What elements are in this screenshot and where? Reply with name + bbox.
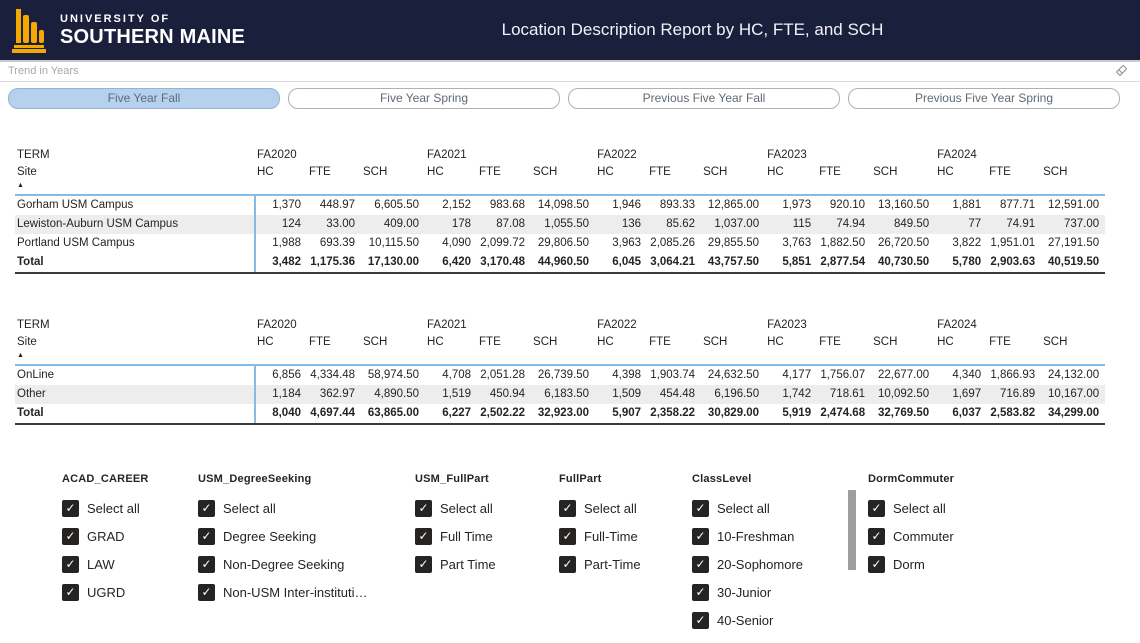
site-header-label: Site (17, 336, 37, 348)
year-header-fa2023[interactable]: FA2023 (767, 149, 807, 161)
cell-value: 3,822 (952, 237, 982, 249)
cell-value: 3,963 (612, 237, 642, 249)
cell-value: 5,919 (765, 404, 817, 424)
measure-header-fa2020-sch[interactable]: SCH (361, 334, 425, 365)
cell-value: 4,090 (442, 237, 472, 249)
cell-value: 77 (935, 215, 987, 234)
page-title: Location Description Report by HC, FTE, and SCH (501, 20, 884, 39)
filter-option-select-all[interactable] (198, 494, 367, 522)
cell-value: 1,509 (595, 385, 647, 404)
cell-value: 6,605.50 (374, 199, 420, 211)
cell-value: 1,903.74 (650, 369, 696, 381)
cell-value: 716.89 (987, 385, 1041, 404)
measure-header-fa2021-hc[interactable]: HC (425, 164, 477, 195)
measure-header-fa2023-sch[interactable]: SCH (871, 164, 935, 195)
table-row-other[interactable] (15, 385, 1105, 404)
cell-value: 22,677.00 (877, 369, 930, 381)
filter-option-label: 30-Junior (717, 584, 772, 600)
classlevel-scrollbar[interactable] (848, 490, 856, 570)
cell-value: 58,974.50 (367, 369, 420, 381)
filter-title: FullPart (559, 473, 602, 485)
filter-option-label: Dorm (893, 556, 925, 572)
cell-value: 3,482 (255, 253, 307, 273)
cell-value: 1,973 (782, 199, 812, 211)
measure-header-fa2020-fte[interactable]: FTE (307, 164, 361, 195)
measure-header-fa2020-hc[interactable]: HC (255, 334, 307, 365)
year-header-fa2020[interactable]: FA2020 (257, 319, 297, 331)
logo-line1: UNIVERSITY OF (60, 13, 171, 25)
cell-value: 1,756.07 (820, 369, 866, 381)
checkbox-checked-icon[interactable]: ✓ (692, 556, 709, 573)
checkbox-checked-icon[interactable]: ✓ (692, 612, 709, 629)
cell-value: 26,739.50 (537, 369, 590, 381)
cell-value: 30,829.00 (701, 404, 765, 424)
cell-value: 2,085.26 (650, 237, 696, 249)
filter-option-part-time[interactable] (559, 550, 641, 578)
cell-value: 6,420 (425, 253, 477, 273)
cell-value: 877.71 (999, 199, 1036, 211)
cell-value: 2,099.72 (480, 237, 526, 249)
checkbox-checked-icon[interactable]: ✓ (62, 556, 79, 573)
cell-value: 124 (255, 215, 307, 234)
cell-value: 6,227 (425, 404, 477, 424)
filter-option-label: Select all (440, 500, 493, 516)
cell-value: 2,502.22 (477, 404, 531, 424)
cell-value: 1,946 (612, 199, 642, 211)
cell-value: 40,519.50 (1041, 253, 1105, 273)
cell-value: 44,960.50 (531, 253, 595, 273)
measure-header-fa2021-sch[interactable]: SCH (531, 334, 595, 365)
cell-value: 5,907 (595, 404, 647, 424)
cell-value: 136 (595, 215, 647, 234)
filter-option-select-all[interactable] (415, 494, 496, 522)
logo-line2: SOUTHERN MAINE (60, 26, 246, 48)
cell-value: 849.50 (871, 215, 935, 234)
cell-value: 178 (425, 215, 477, 234)
cell-value: 1,881 (952, 199, 982, 211)
filter-group-usm-fullpart (415, 473, 496, 578)
filter-title: USM_DegreeSeeking (198, 473, 312, 485)
measure-header-fa2024-fte[interactable]: FTE (987, 164, 1041, 195)
measure-header-fa2023-hc[interactable]: HC (765, 164, 817, 195)
checkbox-checked-icon[interactable]: ✓ (868, 556, 885, 573)
cell-value: 14,098.50 (537, 199, 590, 211)
measure-header-fa2024-sch[interactable]: SCH (1041, 334, 1105, 365)
cell-value: 13,160.50 (877, 199, 930, 211)
measure-header-fa2021-fte[interactable]: FTE (477, 334, 531, 365)
checkbox-checked-icon[interactable]: ✓ (198, 584, 215, 601)
cell-value: 4,340 (952, 369, 982, 381)
filter-option-20-sophomore[interactable] (692, 550, 803, 578)
cell-value: 1,370 (272, 199, 301, 211)
filter-option-select-all[interactable] (692, 494, 803, 522)
cell-value: 17,130.00 (361, 253, 425, 273)
cell-value: 448.97 (319, 199, 355, 211)
measure-header-fa2021-hc[interactable]: HC (425, 334, 477, 365)
cell-value: 115 (765, 215, 817, 234)
cell-value: 6,856 (272, 369, 301, 381)
filter-option-select-all[interactable] (62, 494, 149, 522)
filter-title: USM_FullPart (415, 473, 489, 485)
cell-value: 12,865.00 (707, 199, 760, 211)
trend-slicer-header (0, 62, 1140, 82)
tab-previous-five-year-spring[interactable]: Previous Five Year Spring (848, 88, 1120, 109)
cell-value: 3,763 (782, 237, 812, 249)
cell-value: 27,191.50 (1047, 237, 1100, 249)
filter-option-label: GRAD (87, 528, 125, 544)
cell-value: 1,184 (255, 385, 307, 404)
filter-option-label: Select all (223, 500, 276, 516)
cell-value: 4,398 (612, 369, 642, 381)
cell-value: 1,055.50 (531, 215, 595, 234)
filter-option-full-time[interactable] (559, 522, 641, 550)
filter-option-label: Non-USM Inter-instituti… (223, 584, 368, 600)
cell-value: 87.08 (477, 215, 531, 234)
cell-value: 893.33 (659, 199, 696, 211)
year-header-fa2023[interactable]: FA2023 (767, 319, 807, 331)
cell-value: 693.39 (319, 237, 355, 249)
filter-option-label: Non-Degree Seeking (223, 556, 345, 572)
filter-option-label: Select all (87, 500, 140, 516)
filter-group-fullpart (559, 473, 641, 578)
filter-option-label: UGRD (87, 584, 126, 600)
trend-slicer-label: Trend in Years (8, 65, 79, 77)
filter-group-dormcommuter (868, 473, 954, 578)
site-column-header[interactable] (15, 164, 255, 195)
year-header-fa2022[interactable]: FA2022 (597, 149, 637, 161)
filter-option-select-all[interactable] (868, 494, 954, 522)
row-label: OnLine (15, 365, 255, 385)
usm-logo (0, 7, 265, 53)
cell-value: 2,877.54 (817, 253, 871, 273)
checkbox-checked-icon[interactable]: ✓ (692, 584, 709, 601)
filter-group-classlevel (692, 473, 803, 634)
measure-header-fa2024-fte[interactable]: FTE (987, 334, 1041, 365)
checkbox-checked-icon[interactable]: ✓ (559, 556, 576, 573)
filter-option-label: Degree Seeking (223, 528, 317, 544)
filter-option-10-freshman[interactable] (692, 522, 803, 550)
filter-title: ClassLevel (692, 473, 752, 485)
filter-panel (0, 473, 1140, 643)
year-header-fa2021[interactable]: FA2021 (427, 319, 467, 331)
checkbox-checked-icon[interactable]: ✓ (559, 500, 576, 517)
measure-header-fa2021-fte[interactable]: FTE (477, 164, 531, 195)
trend-tabs (0, 82, 1140, 109)
cell-value: 1,175.36 (307, 253, 361, 273)
measure-header-fa2024-sch[interactable]: SCH (1041, 164, 1105, 195)
checkbox-checked-icon[interactable]: ✓ (198, 528, 215, 545)
cell-value: 2,583.82 (987, 404, 1041, 424)
usm-lighthouse-icon (10, 7, 50, 53)
checkbox-checked-icon[interactable]: ✓ (868, 500, 885, 517)
filter-option-label: Select all (717, 500, 770, 516)
cell-value: 409.00 (361, 215, 425, 234)
cell-value: 6,196.50 (701, 385, 765, 404)
filter-group-usm-degreeseeking (198, 473, 367, 606)
cell-value: 4,697.44 (307, 404, 361, 424)
row-label: Gorham USM Campus (15, 195, 255, 215)
year-header-fa2024[interactable]: FA2024 (937, 319, 977, 331)
year-header-fa2020[interactable]: FA2020 (257, 149, 297, 161)
filter-title: ACAD_CAREER (62, 473, 149, 485)
site-column-header[interactable] (15, 334, 255, 365)
measure-header-fa2023-sch[interactable]: SCH (871, 334, 935, 365)
row-label: Other (15, 385, 255, 404)
measure-header-fa2021-sch[interactable]: SCH (531, 164, 595, 195)
cell-value: 24,132.00 (1047, 369, 1100, 381)
cell-value: 1,882.50 (820, 237, 866, 249)
cell-value: 4,708 (442, 369, 472, 381)
checkbox-checked-icon[interactable]: ✓ (692, 528, 709, 545)
cell-value: 1,519 (425, 385, 477, 404)
checkbox-checked-icon[interactable]: ✓ (415, 556, 432, 573)
filter-option-non-degree-seeking[interactable] (198, 550, 367, 578)
cell-value: 1,988 (272, 237, 301, 249)
clear-selections-eraser-icon[interactable] (1115, 64, 1128, 82)
filter-option-label: Commuter (893, 528, 954, 544)
cell-value: 29,855.50 (707, 237, 760, 249)
cell-value: 3,064.21 (647, 253, 701, 273)
checkbox-checked-icon[interactable]: ✓ (415, 500, 432, 517)
cell-value: 74.91 (987, 215, 1041, 234)
measure-header-fa2020-sch[interactable]: SCH (361, 164, 425, 195)
cell-value: 737.00 (1041, 215, 1105, 234)
cell-value: 10,115.50 (368, 237, 420, 249)
row-label: Portland USM Campus (15, 234, 255, 253)
term-corner-header: TERM (17, 149, 50, 161)
measure-header-fa2022-fte[interactable]: FTE (647, 334, 701, 365)
cell-value: 2,358.22 (647, 404, 701, 424)
cell-value: 983.68 (489, 199, 526, 211)
filter-option-commuter[interactable] (868, 522, 954, 550)
cell-value: 718.61 (817, 385, 871, 404)
checkbox-checked-icon[interactable]: ✓ (559, 528, 576, 545)
checkbox-checked-icon[interactable]: ✓ (198, 556, 215, 573)
cell-value: 85.62 (647, 215, 701, 234)
row-label: Total (15, 253, 255, 273)
checkbox-checked-icon[interactable]: ✓ (62, 584, 79, 601)
tab-previous-five-year-fall[interactable]: Previous Five Year Fall (568, 88, 840, 109)
cell-value: 362.97 (307, 385, 361, 404)
filter-option-30-junior[interactable] (692, 578, 803, 606)
filter-option-law[interactable] (62, 550, 149, 578)
filter-option-label: 40-Senior (717, 612, 774, 628)
checkbox-checked-icon[interactable]: ✓ (692, 500, 709, 517)
filter-option-degree-seeking[interactable] (198, 522, 367, 550)
filter-option-label: 10-Freshman (717, 528, 795, 544)
measure-header-fa2022-hc[interactable]: HC (595, 334, 647, 365)
measure-header-fa2023-fte[interactable]: FTE (817, 334, 871, 365)
filter-option-select-all[interactable] (559, 494, 641, 522)
year-header-fa2021[interactable]: FA2021 (427, 149, 467, 161)
filter-option-full-time[interactable] (415, 522, 496, 550)
cell-value: 63,865.00 (361, 404, 425, 424)
filter-option-40-senior[interactable] (692, 606, 803, 634)
filter-group-acad-career (62, 473, 149, 606)
measure-header-fa2022-hc[interactable]: HC (595, 164, 647, 195)
cell-value: 4,177 (782, 369, 812, 381)
checkbox-checked-icon[interactable]: ✓ (868, 528, 885, 545)
measure-header-fa2020-hc[interactable]: HC (255, 164, 307, 195)
filter-option-grad[interactable] (62, 522, 149, 550)
cell-value: 24,632.50 (707, 369, 760, 381)
table-row-lewiston-auburn-usm-campus[interactable] (15, 215, 1105, 234)
cell-value: 920.10 (829, 199, 866, 211)
measure-header-fa2020-fte[interactable]: FTE (307, 334, 361, 365)
cell-value: 43,757.50 (701, 253, 765, 273)
filter-title: DormCommuter (868, 473, 955, 485)
cell-value: 1,866.93 (990, 369, 1036, 381)
cell-value: 74.94 (817, 215, 871, 234)
filter-option-label: Select all (584, 500, 637, 516)
measure-header-fa2024-hc[interactable]: HC (935, 334, 987, 365)
cell-value: 32,769.50 (871, 404, 935, 424)
campus-location-matrix (15, 146, 1105, 274)
table-row-total[interactable] (15, 404, 1105, 424)
year-header-fa2022[interactable]: FA2022 (597, 319, 637, 331)
cell-value: 2,152 (442, 199, 472, 211)
cell-value: 10,092.50 (871, 385, 935, 404)
cell-value: 10,167.00 (1041, 385, 1105, 404)
measure-header-fa2024-hc[interactable]: HC (935, 164, 987, 195)
cell-value: 1,742 (765, 385, 817, 404)
measure-header-fa2022-fte[interactable]: FTE (647, 164, 701, 195)
filter-option-label: Full-Time (584, 528, 638, 544)
filter-option-label: Select all (893, 500, 946, 516)
cell-value: 5,780 (935, 253, 987, 273)
cell-value: 1,951.01 (990, 237, 1036, 249)
app-header (0, 0, 1140, 62)
filter-option-non-usm-inter-instituti[interactable] (198, 578, 367, 606)
row-label: Lewiston-Auburn USM Campus (15, 215, 255, 234)
cell-value: 4,334.48 (310, 369, 355, 381)
cell-value: 454.48 (647, 385, 701, 404)
cell-value: 1,697 (935, 385, 987, 404)
cell-value: 32,923.00 (531, 404, 595, 424)
cell-value: 450.94 (477, 385, 531, 404)
checkbox-checked-icon[interactable]: ✓ (198, 500, 215, 517)
checkbox-checked-icon[interactable]: ✓ (62, 528, 79, 545)
cell-value: 29,806.50 (537, 237, 590, 249)
measure-header-fa2022-sch[interactable]: SCH (701, 164, 765, 195)
filter-option-label: LAW (87, 556, 115, 572)
filter-option-label: Part-Time (584, 556, 641, 572)
filter-option-label: Full Time (440, 528, 493, 544)
cell-value: 2,903.63 (987, 253, 1041, 273)
sort-ascending-icon[interactable]: ▲ (17, 182, 24, 189)
cell-value: 2,474.68 (817, 404, 871, 424)
measure-header-fa2023-hc[interactable]: HC (765, 334, 817, 365)
filter-option-ugrd[interactable] (62, 578, 149, 606)
table-row-online[interactable] (15, 365, 1105, 385)
tab-five-year-fall[interactable]: Five Year Fall (8, 88, 280, 109)
filter-option-part-time[interactable] (415, 550, 496, 578)
filter-option-dorm[interactable] (868, 550, 954, 578)
cell-value: 6,045 (595, 253, 647, 273)
cell-value: 6,037 (935, 404, 987, 424)
filter-option-label: 20-Sophomore (717, 556, 803, 572)
cell-value: 3,170.48 (477, 253, 531, 273)
table-row-gorham-usm-campus[interactable] (15, 195, 1105, 215)
measure-header-fa2022-sch[interactable]: SCH (701, 334, 765, 365)
cell-value: 34,299.00 (1041, 404, 1105, 424)
sort-ascending-icon[interactable]: ▲ (17, 352, 24, 359)
cell-value: 4,890.50 (361, 385, 425, 404)
cell-value: 6,183.50 (531, 385, 595, 404)
cell-value: 26,720.50 (877, 237, 930, 249)
tab-five-year-spring[interactable]: Five Year Spring (288, 88, 560, 109)
year-header-fa2024[interactable]: FA2024 (937, 149, 977, 161)
cell-value: 8,040 (255, 404, 307, 424)
row-label: Total (15, 404, 255, 424)
filter-option-label: Part Time (440, 556, 496, 572)
online-other-location-matrix (15, 316, 1105, 425)
cell-value: 2,051.28 (480, 369, 526, 381)
checkbox-checked-icon[interactable]: ✓ (415, 528, 432, 545)
cell-value: 5,851 (765, 253, 817, 273)
checkbox-checked-icon[interactable]: ✓ (62, 500, 79, 517)
site-header-label: Site (17, 166, 37, 178)
measure-header-fa2023-fte[interactable]: FTE (817, 164, 871, 195)
cell-value: 33.00 (307, 215, 361, 234)
table-row-portland-usm-campus[interactable] (15, 234, 1105, 253)
cell-value: 12,591.00 (1047, 199, 1100, 211)
table-row-total[interactable] (15, 253, 1105, 273)
cell-value: 40,730.50 (871, 253, 935, 273)
term-corner-header: TERM (17, 319, 50, 331)
cell-value: 1,037.00 (701, 215, 765, 234)
